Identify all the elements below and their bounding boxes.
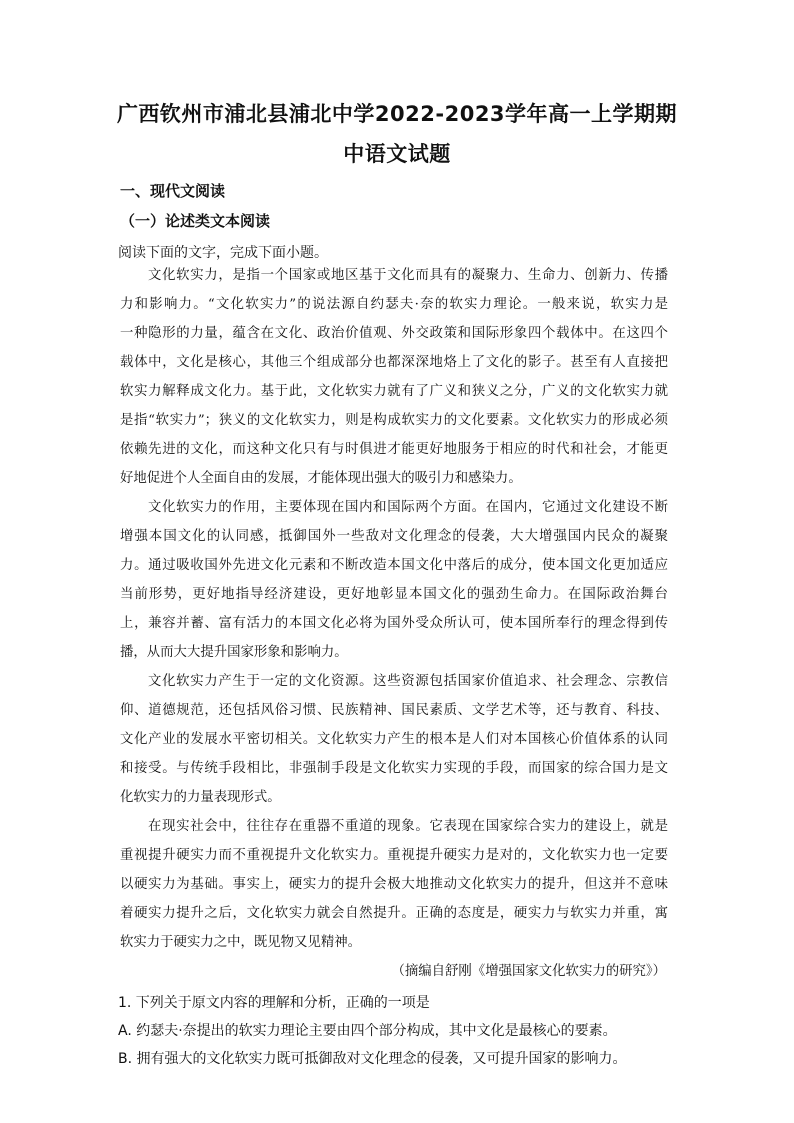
passage-line: 载体中，文化是核心，其他三个组成部分也都深深地烙上了文化的影子。甚至有人直接把 [120,355,668,370]
passage-line: 以硬实力为基础。事实上，硬实力的提升会极大地推动文化软实力的提升，但这并不意味 [120,877,668,892]
passage-line: 重视提升硬实力而不重视提升文化软实力。重视提升硬实力是对的，文化软实力也一定要 [120,848,668,863]
passage-line: 化软实力的力量表现形式。 [120,790,281,805]
passage-line: 仰、道德规范，还包括风俗习惯、民族精神、国民素质、文学艺术等，还与教育、科技、 [120,703,668,718]
answer-option-b: B. 拥有强大的文化软实力既可抵御敌对文化理念的侵袭，又可提升国家的影响力。 [118,1051,627,1067]
passage-line: 好地促进个人全面自由的发展，才能体现出强大的吸引力和感染力。 [120,471,522,486]
passage-line: 播，从而大大提升国家形象和影响力。 [120,645,348,660]
passage-line: 软实力解释成文化力。基于此，文化软实力就有了广义和狭义之分，广义的文化软实力就 [120,384,668,399]
passage-line: 增强本国文化的认同感，抵御国外一些敌对文化理念的侵袭，大大增强国内民众的凝聚 [120,529,668,544]
passage-line: 上，兼容并蓄、富有活力的本国文化必将为国外受众所认可，使本国所奉行的理念得到传 [120,616,668,631]
passage-line: 依赖先进的文化，而这种文化只有与时俱进才能更好地服务于相应的时代和社会，才能更 [120,442,668,457]
passage-line: 文化软实力的作用，主要体现在国内和国际两个方面。在国内，它通过文化建设不断 [148,500,668,515]
passage-line: 当前形势，更好地指导经济建设，更好地彰显本国文化的强劲生命力。在国际政治舞台 [120,587,668,602]
source-citation: （摘编自舒刚《增强国家文化软实力的研究》） [391,964,666,979]
passage-line: 文化产业的发展水平密切相关。文化软实力产生的根本是人们对本国核心价值体系的认同 [120,732,668,747]
passage-line: 着硬实力提升之后，文化软实力就会自然提升。正确的态度是，硬实力与软实力并重，寓 [120,906,668,921]
section-heading: 一、现代文阅读 [120,182,226,200]
reading-instruction: 阅读下面的文字，完成下面小题。 [118,245,328,261]
passage-line: 和接受。与传统手段相比，非强制手段是文化软实力实现的手段，而国家的综合国力是文 [120,761,668,776]
question-stem: 1. 下列关于原文内容的理解和分析，正确的一项是 [118,995,430,1011]
document-title-line2: 中语文试题 [343,142,451,166]
passage-line: 力和影响力。“文化软实力”的说法源自约瑟夫·奈的软实力理论。一般来说，软实力是 [120,297,668,312]
passage-line: 文化软实力，是指一个国家或地区基于文化而具有的凝聚力、生命力、创新力、传播 [148,268,668,283]
answer-option-a: A. 约瑟夫·奈提出的软实力理论主要由四个部分构成，其中文化是最核心的要素。 [118,1023,617,1039]
subsection-heading: （一）论述类文本阅读 [120,212,271,230]
document-title-line1: 广西钦州市浦北县浦北中学2022-2023学年高一上学期期 [116,102,678,126]
passage-line: 一种隐形的力量，蕴含在文化、政治价值观、外交政策和国际形象四个载体中。在这四个 [120,326,668,341]
passage-line: 软实力于硬实力之中，既见物又见精神。 [120,935,362,950]
passage-line: 是指“软实力”；狭义的文化软实力，则是构成软实力的文化要素。文化软实力的形成必须 [120,413,668,428]
passage-line: 力。通过吸收国外先进文化元素和不断改造本国文化中落后的成分，使本国文化更加适应 [120,558,668,573]
passage-line: 在现实社会中，往往存在重器不重道的现象。它表现在国家综合实力的建设上，就是 [148,819,668,834]
passage-line: 文化软实力产生于一定的文化资源。这些资源包括国家价值追求、社会理念、宗教信 [148,674,668,689]
